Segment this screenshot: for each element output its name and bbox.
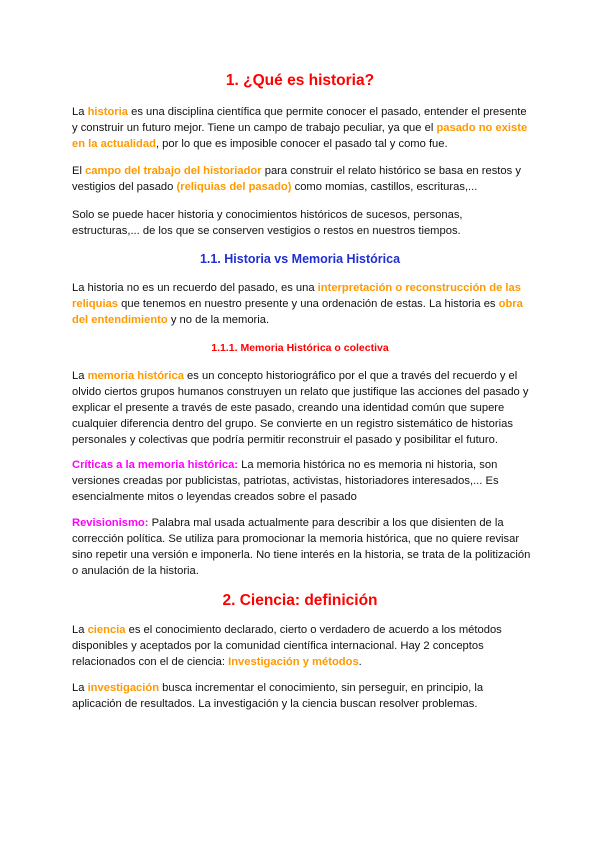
section-2-heading: 2. Ciencia: definición — [222, 592, 378, 609]
highlight-term: pasado no existe en la actualidad — [72, 122, 528, 150]
section-1-1-1-heading: 1.1.1. Memoria Histórica o colectiva — [211, 342, 389, 354]
highlight-term: (reliquias del pasado) — [176, 181, 292, 193]
paragraph-criticas: Críticas a la memoria histórica: La memoria histórica no es memoria ni historia, son versiones creadas por publicistas, patriotas, activistas, historiadores interesados,... Es esencialmente mitos o leyendas creados sobre el pasado — [72, 459, 499, 503]
paragraph-historia-vs-memoria: La historia no es un recuerdo del pasado, es una interpretación o reconstrucción de las reliquias que tenemos en nuestro presente y una ordenación de estas. La historia es obra del entendimiento y no de la memoria. — [72, 282, 523, 326]
section-1-heading: 1. ¿Qué es historia? — [225, 72, 375, 89]
highlight-term: investigación — [87, 682, 160, 694]
paragraph-historia-definition: La historia es una disciplina científica que permite conocer el pasado, entender el presente y construir un futuro mejor. Tiene un campo de trabajo peculiar, ya que el pasado no existe en la actualidad, por lo que es imposible conocer el pasado tal y como fue. — [72, 106, 528, 150]
highlight-term: ciencia — [87, 624, 126, 636]
paragraph-revisionismo: Revisionismo: Palabra mal usada actualmente para describir a los que disienten de la corrección política. Se utiliza para promocionar la memoria histórica, que no quiere revisar sino repetir una versión e imponerla. No tiene interés en la historia, se trata de la politización o anulación de la historia. — [72, 517, 531, 577]
highlight-term: historia — [87, 106, 128, 118]
highlight-term: Investigación y métodos — [228, 656, 359, 668]
paragraph-ciencia-definition: La ciencia es el conocimiento declarado, cierto o verdadero de acuerdo a los métodos disponibles y aceptados por la comunidad científica internacional. Hay 2 conceptos relacionados con el de ciencia: Investigación y métodos. — [72, 624, 502, 668]
section-1-1-heading: 1.1. Historia vs Memoria Histórica — [199, 252, 401, 266]
highlight-label: Revisionismo: — [72, 517, 149, 529]
highlight-term: memoria histórica — [87, 370, 184, 382]
paragraph-memoria-historica: La memoria histórica es un concepto historiográfico por el que a través del recuerdo y el olvido ciertos grupos humanos construyen un relato que justifique las acciones del pasado y explicar el presente a través de este pasado, creando una identidad común que supere cualquier diferencia dentro del grupo. Se convierte en un registro sistemático de historias personales y colectivas que podría permitir reconstruir el pasado y posibilitar el futuro. — [72, 370, 529, 446]
highlight-label: Críticas a la memoria histórica: — [72, 459, 239, 471]
paragraph-vestigios: Solo se puede hacer historia y conocimientos históricos de sucesos, personas, estructuras,... de los que se conserven vestigios o restos en nuestros tiempos. — [72, 209, 463, 237]
highlight-term: obra del entendimiento — [72, 298, 523, 326]
paragraph-campo-trabajo: El campo del trabajo del historiador para construir el relato histórico se basa en restos y vestigios del pasado (reliquias del pasado) como momias, castillos, escrituras,... — [72, 165, 521, 193]
highlight-term: interpretación o reconstrucción de las reliquias — [72, 282, 521, 310]
paragraph-investigacion: La investigación busca incrementar el conocimiento, sin perseguir, en principio, la aplicación de resultados. La investigación y la ciencia buscan resolver problemas. — [72, 682, 484, 710]
highlight-term: campo del trabajo del historiador — [85, 165, 262, 177]
